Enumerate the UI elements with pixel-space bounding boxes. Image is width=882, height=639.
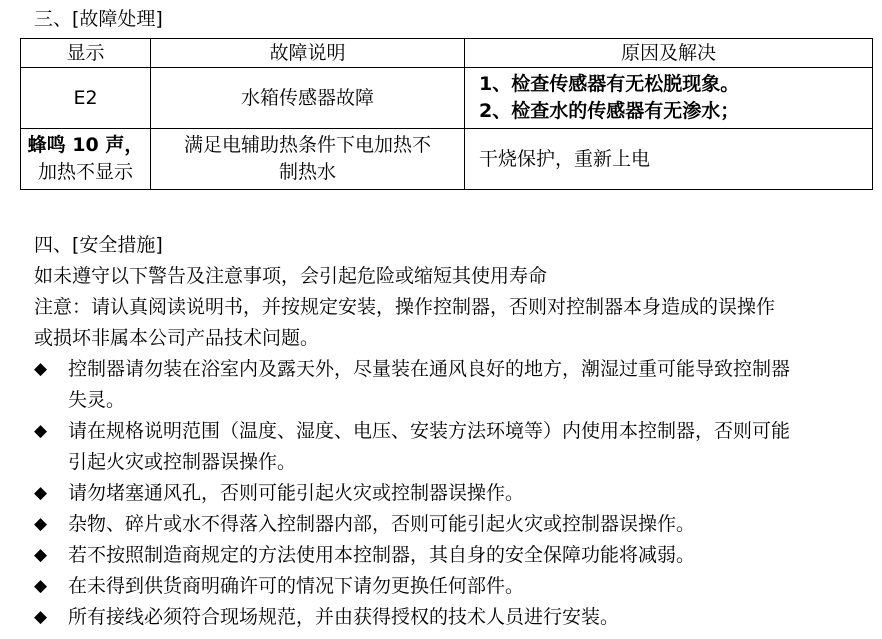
display-line: 加热不显示 — [37, 161, 133, 183]
note-text-line-2: 或损坏非属本公司产品技术问题。 — [34, 327, 320, 349]
cause-cell — [465, 129, 873, 190]
description-line: 制热水 — [278, 161, 336, 183]
cause-line: 2、检查水的传感器有无渗水； — [479, 100, 740, 122]
cause-line: 1、检查传感器有无松脱现象。 — [479, 73, 740, 95]
list-item — [0, 602, 882, 633]
list-item — [0, 540, 882, 571]
description-cell — [151, 129, 465, 190]
cause-line: 干烧保护，重新上电 — [479, 147, 651, 170]
cause-cell — [465, 68, 873, 129]
display-line: 蜂鸣 10 声， — [27, 134, 144, 156]
warning-text: 请勿堵塞通风孔，否则可能引起火灾或控制器误操作。 — [68, 482, 525, 504]
table-header-row — [21, 39, 873, 68]
intro-text: 如未遵守以下警告及注意事项，会引起危险或缩短其使用寿命 — [34, 265, 548, 287]
description-line: 满足电辅助热条件下电加热不 — [183, 134, 431, 156]
display-code-cell — [21, 129, 151, 190]
fault-table — [20, 38, 873, 190]
diamond-bullet-icon: ◆ — [34, 483, 48, 503]
display-code-cell: E2 — [21, 68, 151, 129]
warning-text-continued: 失灵。 — [68, 389, 126, 411]
warning-text: 若不按照制造商规定的方法使用本控制器，其自身的安全保障功能将减弱。 — [68, 544, 696, 566]
table-row — [21, 68, 873, 129]
list-item — [0, 571, 882, 602]
diamond-bullet-icon: ◆ — [34, 576, 48, 596]
col-header-display: 显示 — [21, 39, 151, 68]
section-3-heading: 三、[故障处理] — [34, 8, 163, 30]
diamond-bullet-icon: ◆ — [34, 607, 48, 627]
diamond-bullet-icon: ◆ — [34, 545, 48, 565]
note-text-line-1: 注意：请认真阅读说明书，并按规定安装，操作控制器，否则对控制器本身造成的误操作 — [34, 296, 776, 318]
col-header-cause: 原因及解决 — [465, 39, 873, 68]
list-item — [0, 509, 882, 540]
warning-text: 请在规格说明范围（温度、湿度、电压、安装方法环境等）内使用本控制器，否则可能 — [68, 420, 791, 442]
diamond-bullet-icon: ◆ — [34, 359, 48, 379]
list-item — [0, 354, 882, 416]
warning-list — [0, 354, 882, 633]
table-row — [21, 129, 873, 190]
warning-text: 杂物、碎片或水不得落入控制器内部，否则可能引起火灾或控制器误操作。 — [68, 513, 696, 535]
description-cell: 水箱传感器故障 — [151, 68, 465, 129]
warning-text: 在未得到供货商明确许可的情况下请勿更换任何部件。 — [68, 575, 525, 597]
warning-text-continued: 引起火灾或控制器误操作。 — [68, 451, 297, 473]
diamond-bullet-icon: ◆ — [34, 514, 48, 534]
section-4-heading: 四、[安全措施] — [34, 234, 163, 256]
warning-text: 所有接线必须符合现场规范，并由获得授权的技术人员进行安装。 — [68, 606, 620, 628]
list-item — [0, 416, 882, 478]
col-header-description: 故障说明 — [151, 39, 465, 68]
warning-text: 控制器请勿装在浴室内及露天外，尽量装在通风良好的地方，潮湿过重可能导致控制器 — [68, 358, 791, 380]
diamond-bullet-icon: ◆ — [34, 421, 48, 441]
list-item — [0, 478, 882, 509]
